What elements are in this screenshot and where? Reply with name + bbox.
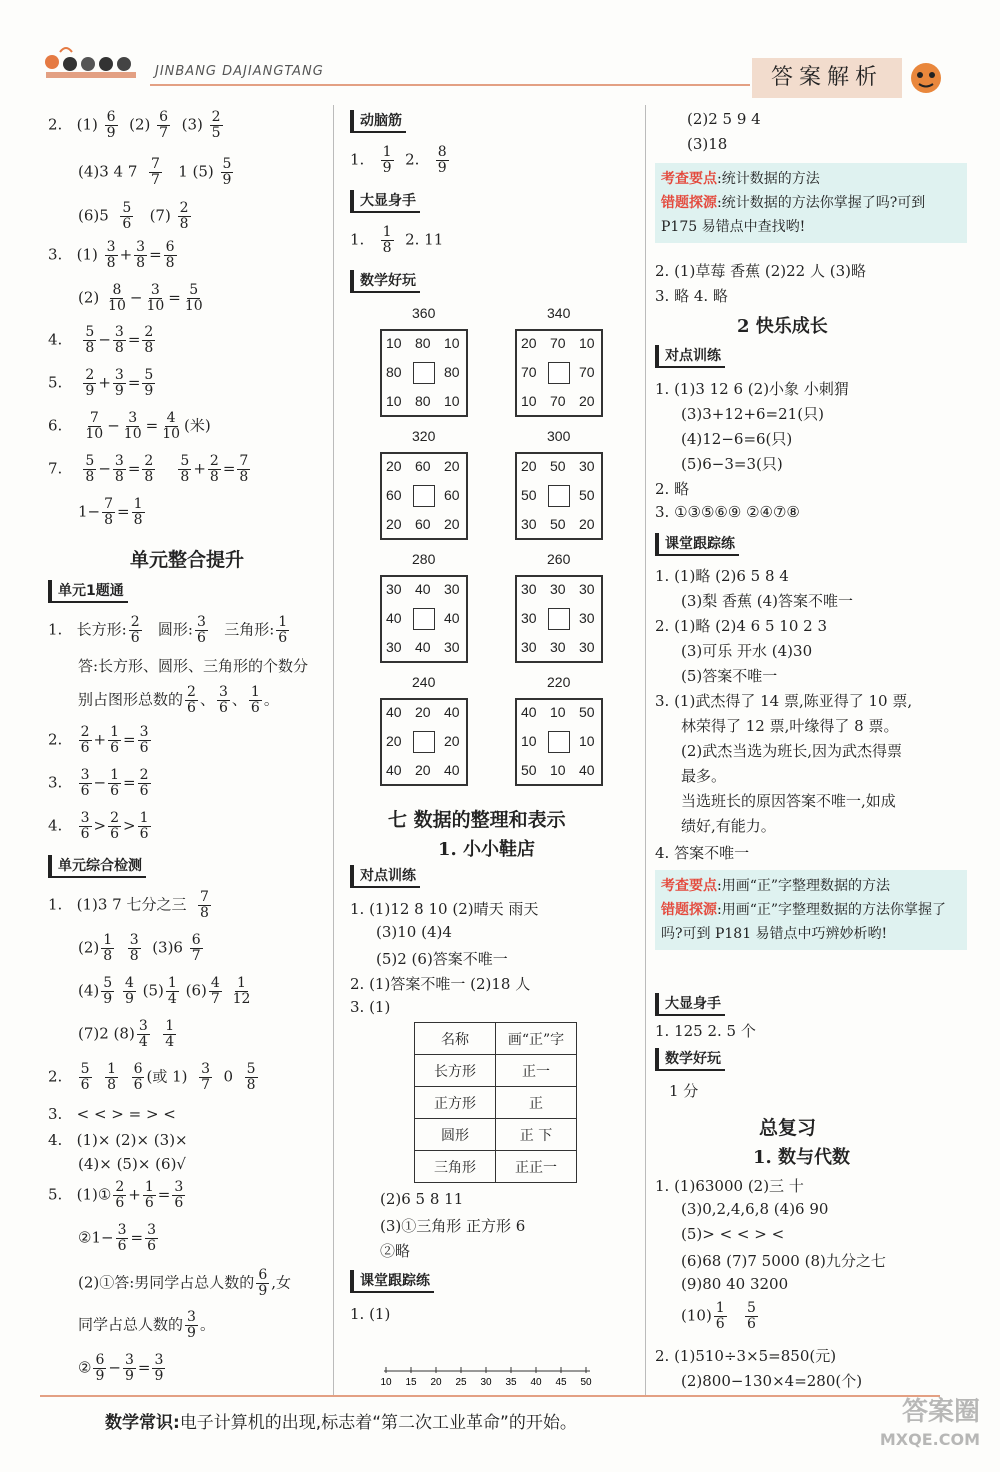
section-ketang: 课堂跟踪练 — [350, 1270, 434, 1293]
grid-cell: 20 — [386, 516, 402, 532]
grid-cell: 50 — [579, 487, 595, 503]
lesson-title: 2 快乐成长 — [737, 316, 828, 337]
grid-cell: 10 — [444, 393, 460, 409]
blank-box — [413, 731, 435, 753]
grid-cell: 40 — [444, 610, 460, 626]
grid-cell: 20 — [386, 733, 402, 749]
section-haowan: 数学好玩 — [350, 270, 420, 293]
grid-cell: 10 — [550, 704, 566, 720]
grid-cell: 10 — [550, 762, 566, 778]
answer-6: 6. $\frac{7}{10}$ − $\frac{3}{10}$ = $\frac{4}{10}$ (米) — [48, 410, 211, 442]
grid-cell: 20 — [386, 458, 402, 474]
grid-cell: 20 — [444, 733, 460, 749]
answer-2: 2. (1)草莓 香蕉 (2)22 人 (3)略 — [655, 262, 866, 280]
grid-cell: 80 — [386, 364, 402, 380]
blank-box — [413, 608, 435, 630]
duidian-answer-1: 1. (1)12 8 10 (2)晴天 雨天 — [350, 900, 539, 918]
grid-cell: 10 — [579, 335, 595, 351]
blank-box — [548, 731, 570, 753]
table-cell: 正正一 — [496, 1151, 577, 1183]
grid-cell: 40 — [386, 762, 402, 778]
test-answer-1-line2: (2) $\frac{1}{8}$ $\frac{3}{8}$ (3)6 $\frac{6}{7}$ — [78, 932, 201, 964]
column-divider — [333, 105, 334, 1395]
test-answer-1: 1. (1)3 7 七分之三 $\frac{7}{8}$ — [48, 889, 209, 921]
test-answer-2: 2. $\frac{5}{6}$ $\frac{1}{8}$ $\frac{6}{6}$ (或 1) $\frac{3}{7}$ 0 $\frac{5}{8}$ — [48, 1061, 256, 1093]
unit-answer-4: 4. $\frac{3}{6}$ > $\frac{2}{6}$ > $\frac{1}{6}$ — [48, 810, 149, 842]
section-ketang: 课堂跟踪练 — [655, 533, 739, 556]
review-2: 2. (1)510÷3×5=850(元) — [655, 1347, 837, 1365]
grid-cell: 30 — [579, 639, 595, 655]
answer-4: 4. $\frac{5}{8}$ − $\frac{3}{8}$ = $\frac{2}{8}$ — [48, 324, 154, 356]
ketang-4: 4. 答案不唯一 — [655, 844, 750, 862]
ketang-3-c: (2)武杰当选为班长,因为武杰得票 — [681, 742, 903, 760]
duidian-1-d: (5)6−3=3(只) — [681, 455, 783, 473]
magic-grid — [515, 575, 603, 663]
ketang-3-d: 最多。 — [681, 767, 727, 785]
ketang-1-b: (3)梨 香蕉 (4)答案不唯一 — [681, 592, 854, 610]
section-duidian: 对点训练 — [655, 345, 725, 368]
answer-3: 3. (1) $\frac{3}{8}$ + $\frac{3}{8}$ = $\frac{6}{8}$ — [48, 239, 175, 271]
chapter-title: 七 数据的整理和表示 — [388, 809, 566, 831]
grid-cell: 20 — [444, 458, 460, 474]
ketang-1: 1. (1)略 (2)6 5 8 4 — [655, 567, 789, 585]
review-1-b: (3)0,2,4,6,8 (4)6 90 — [681, 1200, 829, 1218]
tip-box-1: 考查要点:统计数据的方法 错题探源:统计数据的方法你掌握了吗?可到 P175 易错点中查找哟! — [655, 163, 967, 243]
magic-grid — [380, 698, 468, 786]
grid-cell: 20 — [521, 458, 537, 474]
duidian-1: 1. (1)3 12 6 (2)小象 小刺猬 — [655, 380, 849, 398]
section-duidian: 对点训练 — [350, 865, 420, 888]
header-title: 答案解析 — [752, 58, 902, 98]
answer-2-line3: (6)5 $\frac{5}{6}$ (7) $\frac{2}{8}$ — [78, 200, 189, 232]
table-cell: 三角形 — [415, 1151, 496, 1183]
test-answer-5-line5: ② $\frac{6}{9}$ − $\frac{3}{9}$ = $\frac{3}{9}$ — [78, 1352, 164, 1384]
tip-box-2: 考查要点:用画“正”字整理数据的方法 错题探源:用画“正”字整理数据的方法你掌握了吗?可到 P181 易错点中巧辨妙析哟! — [655, 870, 967, 950]
answer-7: 7. $\frac{5}{8}$ − $\frac{3}{8}$ = $\frac{2}{8}$ $\frac{5}{8}$ + $\frac{2}{8}$ = $\frac{7}{8}$ — [48, 453, 249, 485]
duidian-answer-1-line2: (3)10 (4)4 — [376, 923, 452, 941]
lesson-title: 1. 小小鞋店 — [438, 839, 536, 860]
watermark: 答案圈 MXQE.COM — [879, 1397, 980, 1449]
grid-cell: 30 — [444, 581, 460, 597]
unit-answer-3: 3. $\frac{3}{6}$ − $\frac{1}{6}$ = $\frac{2}{6}$ — [48, 767, 149, 799]
grid-cell: 40 — [444, 704, 460, 720]
grid-cell: 50 — [521, 487, 537, 503]
review-1-e: (9)80 40 3200 — [681, 1275, 789, 1293]
duidian-3: 3. ①③⑤⑥⑨ ②④⑦⑧ — [655, 503, 800, 521]
grid-cell: 40 — [444, 762, 460, 778]
ketang-2-c: (5)答案不唯一 — [681, 667, 778, 685]
test-answer-5-line3: (2)①答:男同学占总人数的 $\frac{6}{9}$ ,女 — [78, 1267, 292, 1299]
review-1-d: (6)68 (7)7 5000 (8)九分之七 — [681, 1252, 886, 1270]
grid-total: 220 — [547, 674, 571, 690]
blank-box — [548, 362, 570, 384]
grid-total: 340 — [547, 305, 571, 321]
review-1-c: (5)> < < > < — [681, 1225, 785, 1243]
grid-total: 260 — [547, 551, 571, 567]
answer-line: (3)18 — [687, 135, 728, 153]
section-dongnao: 动脑筋 — [350, 110, 406, 133]
table-cell: 长方形 — [415, 1055, 496, 1087]
test-answer-1-line4: (7)2 (8) $\frac{3}{4}$ $\frac{1}{4}$ — [78, 1018, 175, 1050]
grid-cell: 30 — [386, 639, 402, 655]
grid-cell: 60 — [444, 487, 460, 503]
grid-cell: 80 — [415, 393, 431, 409]
tally-table — [414, 1022, 577, 1183]
grid-cell: 70 — [579, 364, 595, 380]
grid-cell: 30 — [521, 581, 537, 597]
grid-cell: 50 — [521, 762, 537, 778]
grid-cell: 40 — [415, 581, 431, 597]
ketang-2: 2. (1)略 (2)4 6 5 10 2 3 — [655, 617, 827, 635]
grid-cell: 60 — [386, 487, 402, 503]
grid-cell: 10 — [521, 393, 537, 409]
number-line — [380, 1365, 595, 1385]
axis-tick-label: 20 — [430, 1377, 442, 1387]
grid-cell: 10 — [386, 393, 402, 409]
haowan-answer: 1 分 — [669, 1082, 699, 1100]
test-answer-5-line4: 同学占总人数的 $\frac{3}{9}$ 。 — [78, 1309, 215, 1341]
header-rule — [150, 84, 750, 86]
grid-cell: 30 — [521, 610, 537, 626]
table-cell: 正 — [496, 1087, 577, 1119]
daxian-answer: 1. 125 2. 5 个 — [655, 1022, 756, 1040]
table-cell: 正一 — [496, 1055, 577, 1087]
answer-5: 5. $\frac{2}{9}$ + $\frac{3}{9}$ = $\frac{5}{9}$ — [48, 367, 154, 399]
grid-cell: 30 — [579, 610, 595, 626]
review-2-b: (2)800−130×4=280(个) — [681, 1372, 863, 1390]
grid-cell: 80 — [444, 364, 460, 380]
duidian-answer-3-line2: (2)6 5 8 11 — [380, 1190, 464, 1208]
duidian-1-c: (4)12−6=6(只) — [681, 430, 793, 448]
grid-cell: 40 — [386, 610, 402, 626]
grid-cell: 40 — [521, 704, 537, 720]
ketang-3-b: 林荣得了 12 票,叶缘得了 8 票。 — [681, 717, 899, 735]
grid-cell: 60 — [415, 458, 431, 474]
grid-cell: 40 — [579, 762, 595, 778]
grid-cell: 20 — [444, 516, 460, 532]
duidian-1-b: (3)3+12+6=21(只) — [681, 405, 824, 423]
test-answer-3: 3. < < > = > < — [48, 1105, 176, 1123]
review-1: 1. (1)63000 (2)三 十 — [655, 1177, 804, 1195]
test-answer-5-line2: ②1− $\frac{3}{6}$ = $\frac{3}{6}$ — [78, 1222, 156, 1254]
grid-cell: 80 — [415, 335, 431, 351]
dongnao-answer: 1. $\frac{1}{9}$ 2. $\frac{8}{9}$ — [350, 144, 447, 176]
unit-answer-1-line2: 答:长方形、圆形、三角形的个数分 — [78, 657, 309, 675]
axis-tick-label: 10 — [380, 1377, 392, 1387]
grid-cell: 10 — [579, 733, 595, 749]
axis-tick-label: 25 — [455, 1377, 467, 1387]
axis-tick-label: 40 — [530, 1377, 542, 1387]
number-line-svg — [380, 1365, 595, 1387]
blank-box — [413, 362, 435, 384]
duidian-2: 2. 略 — [655, 480, 690, 498]
brand-text: JINBANG DAJIANGTANG — [155, 64, 324, 79]
grid-total: 300 — [547, 428, 571, 444]
grid-cell: 30 — [521, 516, 537, 532]
answer-3-4: 3. 略 4. 略 — [655, 287, 728, 305]
ketang-3: 3. (1)武杰得了 14 票,陈亚得了 10 票, — [655, 692, 913, 710]
grid-cell: 30 — [444, 639, 460, 655]
magic-grid — [515, 452, 603, 540]
duidian-answer-2: 2. (1)答案不唯一 (2)18 人 — [350, 975, 531, 993]
test-answer-4: 4. (1)× (2)× (3)× — [48, 1131, 188, 1149]
grid-cell: 70 — [550, 393, 566, 409]
grid-cell: 60 — [415, 516, 431, 532]
tiger-mascot-icon — [906, 58, 946, 98]
axis-tick-label: 35 — [505, 1377, 517, 1387]
review-title: 总复习 — [759, 1117, 817, 1139]
grid-cell: 30 — [550, 639, 566, 655]
blank-box — [548, 608, 570, 630]
answer-3-line2: (2) $\frac{8}{10}$ − $\frac{3}{10}$ = $\frac{5}{10}$ — [78, 282, 203, 314]
grid-total: 280 — [412, 551, 436, 567]
magic-grid — [380, 575, 468, 663]
axis-tick-label: 15 — [405, 1377, 417, 1387]
section-unit-test: 单元综合检测 — [48, 855, 146, 878]
axis-tick-label: 50 — [580, 1377, 592, 1387]
answer-7-line2: 1− $\frac{7}{8}$ = $\frac{1}{8}$ — [78, 496, 143, 528]
grid-cell: 30 — [579, 458, 595, 474]
blank-box — [548, 485, 570, 507]
duidian-answer-1-line3: (5)2 (6)答案不唯一 — [376, 950, 508, 968]
footer-tip: 数学常识:电子计算机的出现,标志着“第二次工业革命”的开始。 — [105, 1413, 577, 1433]
magic-grid — [515, 698, 603, 786]
magic-grid — [380, 329, 468, 417]
test-answer-1-line3: (4) $\frac{5}{9}$ $\frac{4}{9}$ (5) $\frac{1}{4}$ (6) $\frac{4}{7}$ $\frac{1}{12}$ — [78, 975, 251, 1007]
grid-total: 240 — [412, 674, 436, 690]
grid-cell: 30 — [550, 581, 566, 597]
ketang-2-b: (3)可乐 开水 (4)30 — [681, 642, 813, 660]
magic-grid — [380, 452, 468, 540]
section-daxian: 大显身手 — [655, 993, 725, 1016]
answer-2: 2. (1) $\frac{6}{9}$ (2) $\frac{6}{7}$ (3) $\frac{2}{5}$ — [48, 109, 221, 141]
unit-title: 单元整合提升 — [130, 549, 245, 571]
duidian-answer-3-line3: (3)①三角形 正方形 6 — [380, 1217, 526, 1235]
grid-cell: 40 — [386, 704, 402, 720]
table-header: 名称 — [415, 1023, 496, 1055]
grid-cell: 50 — [550, 458, 566, 474]
table-header: 画“正”字 — [496, 1023, 577, 1055]
unit-answer-1-line3: 别占图形总数的 $\frac{2}{6}$ 、 $\frac{3}{6}$ 、 $\frac{1}{6}$ 。 — [78, 684, 279, 716]
review-subtitle: 1. 数与代数 — [753, 1147, 851, 1168]
magic-grid — [515, 329, 603, 417]
test-answer-5: 5. (1)① $\frac{2}{6}$ + $\frac{1}{6}$ = $\frac{3}{6}$ — [48, 1179, 184, 1211]
grid-cell: 10 — [444, 335, 460, 351]
section-unit-1: 单元1题通 — [48, 580, 128, 603]
section-haowan: 数学好玩 — [655, 1048, 725, 1071]
grid-cell: 70 — [521, 364, 537, 380]
ketang-answer-1: 1. (1) — [350, 1305, 391, 1323]
duidian-answer-3: 3. (1) — [350, 998, 391, 1016]
grid-cell: 30 — [386, 581, 402, 597]
test-answer-4-line2: (4)× (5)× (6)√ — [78, 1155, 186, 1173]
axis-tick-label: 30 — [480, 1377, 492, 1387]
answer-line: (2)2 5 9 4 — [687, 110, 761, 128]
unit-answer-1: 1. 长方形: $\frac{2}{6}$ 圆形: $\frac{3}{6}$ 三角形: $\frac{1}{6}$ — [48, 614, 288, 646]
grid-cell: 10 — [386, 335, 402, 351]
ketang-3-e: 当选班长的原因答案不唯一,如成 — [681, 792, 896, 810]
grid-cell: 20 — [415, 704, 431, 720]
ketang-3-f: 绩好,有能力。 — [681, 817, 776, 835]
duidian-answer-3-line4: ②略 — [380, 1242, 411, 1260]
grid-cell: 20 — [521, 335, 537, 351]
grid-cell: 10 — [521, 733, 537, 749]
grid-total: 320 — [412, 428, 436, 444]
answer-2-line2: (4)3 4 7 $\frac{7}{7}$ 1 (5) $\frac{5}{9}$ — [78, 156, 232, 188]
section-daxian: 大显身手 — [350, 190, 420, 213]
grid-cell: 20 — [579, 393, 595, 409]
grid-cell: 40 — [415, 639, 431, 655]
unit-answer-2: 2. $\frac{2}{6}$ + $\frac{1}{6}$ = $\frac{3}{6}$ — [48, 724, 149, 756]
grid-cell: 20 — [579, 516, 595, 532]
axis-tick-label: 45 — [555, 1377, 567, 1387]
grid-cell: 30 — [579, 581, 595, 597]
grid-cell: 50 — [579, 704, 595, 720]
grid-cell: 50 — [550, 516, 566, 532]
footer-rule — [40, 1395, 940, 1397]
daxian-answer: 1. $\frac{1}{8}$ 2. 11 — [350, 224, 444, 256]
grid-cell: 20 — [415, 762, 431, 778]
column-divider — [645, 105, 646, 1395]
table-cell: 正方形 — [415, 1087, 496, 1119]
review-1-f: (10) $\frac{1}{6}$ $\frac{5}{6}$ — [681, 1300, 756, 1332]
table-cell: 圆形 — [415, 1119, 496, 1151]
blank-box — [413, 485, 435, 507]
grid-cell: 30 — [521, 639, 537, 655]
grid-cell: 70 — [550, 335, 566, 351]
cartoon-kids-logo — [40, 44, 145, 84]
table-cell: 正 下 — [496, 1119, 577, 1151]
grid-total: 360 — [412, 305, 436, 321]
